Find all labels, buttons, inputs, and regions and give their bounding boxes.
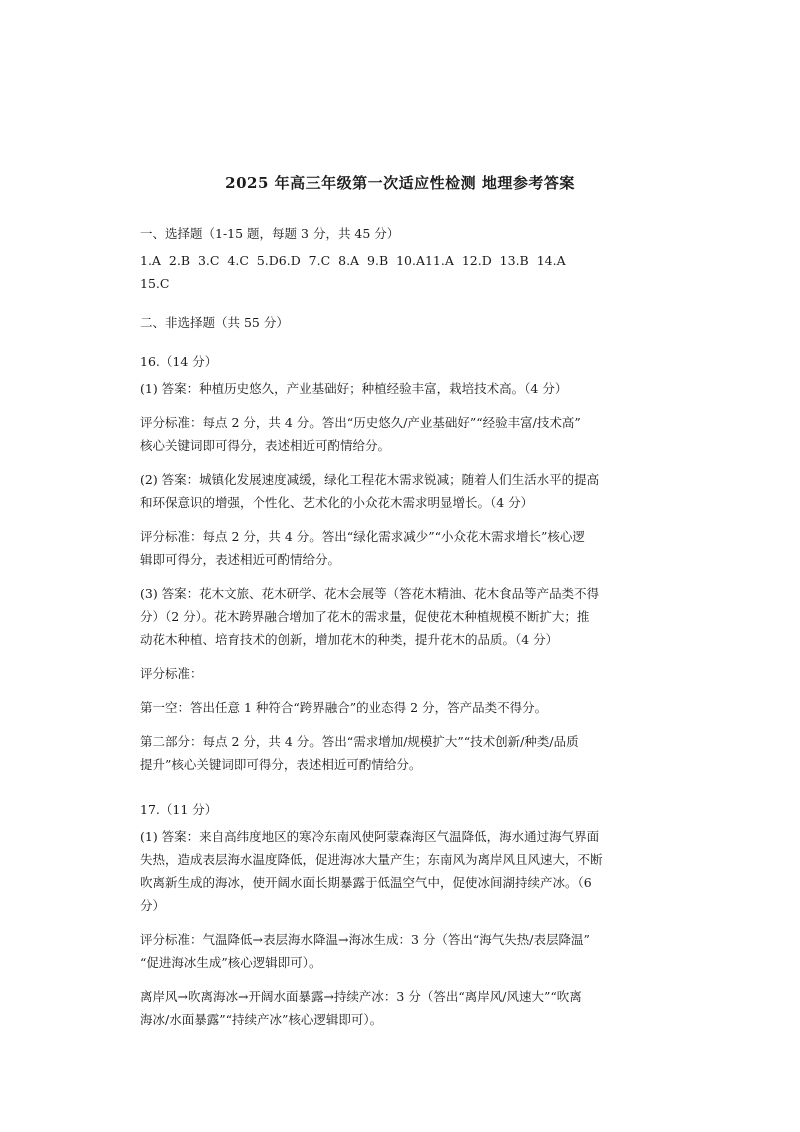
scoring-line: 核心关键词即可得分，表述相近可酌情给分。 [140,438,391,453]
choice-answers-line: 15.C [140,276,170,291]
scoring-line: 评分标准：气温降低→表层海水降温→海冰生成：3 分（答出“海气失热/表层降温” [140,932,590,947]
section-heading-nonchoice: 二、非选择题（共 55 分） [140,315,289,330]
scoring-line: 辑即可得分，表述相近可酌情给分。 [140,552,341,567]
answer-line: 分）（2 分）。花木跨界融合增加了花木的需求量，促使花木种植规模不断扩大；推 [140,609,590,624]
scoring-line: 评分标准：每点 2 分，共 4 分。答出“绿化需求减少”“小众花木需求增长”核心逻 [140,529,585,544]
answer-line: (1) 答案：来自高纬度地区的寒冷东南风使阿蒙森海区气温降低，海水通过海气界面 [140,829,600,844]
answer-line: 吹离新生成的海冰，使开阔水面长期暴露于低温空气中，促使冰间湖持续产冰。（6 [140,875,592,890]
scoring-line: 离岸风→吹离海冰→开阔水面暴露→持续产冰：3 分（答出“离岸风/风速大”“吹离 [140,989,582,1004]
answer-line: (2) 答案：城镇化发展速度减缓，绿化工程花木需求锐减；随着人们生活水平的提高 [140,472,600,487]
answer-line: 动花木种植、培育技术的创新，增加花木的种类，提升花木的品质。（4 分） [140,632,559,647]
scoring-line: “促进海冰生成”核心逻辑即可）。 [140,955,322,970]
scoring-line: 海冰/水面暴露”“持续产冰”核心逻辑即可）。 [140,1012,383,1027]
question-heading-17: 17.（11 分） [140,802,218,817]
section-heading-choice: 一、选择题（1-15 题，每题 3 分，共 45 分） [140,226,400,241]
answer-line: 和环保意识的增强，个性化、艺术化的小众花木需求明显增长。（4 分） [140,495,534,510]
document-content [140,172,660,1031]
scoring-line: 评分标准：每点 2 分，共 4 分。答出“历史悠久/产业基础好”“经验丰富/技术高” [140,415,581,430]
answer-line: (1) 答案：种植历史悠久，产业基础好；种植经验丰富，栽培技术高。（4 分） [140,381,568,396]
answer-line: 失热，造成表层海水温度降低，促进海冰大量产生；东南风为离岸风且风速大，不断 [140,852,603,867]
answer-line: 分） [140,898,166,913]
question-heading-16: 16.（14 分） [140,354,218,369]
answer-line: (3) 答案：花木文旅、花木研学、花木会展等（答花木精油、花木食品等产品类不得 [140,586,600,601]
document-title: 2025 年高三年级第一次适应性检测 地理参考答案 [225,174,575,192]
scoring-line: 评分标准： [140,666,203,681]
scoring-line: 提升”核心关键词即可得分，表述相近可酌情给分。 [140,757,422,772]
choice-answers-line: 1.A 2.B 3.C 4.C 5.D6.D 7.C 8.A 9.B 10.A11.A 12.D 13.B 14.A [140,253,566,268]
scoring-line: 第一空：答出任意 1 种符合“跨界融合”的业态得 2 分，答产品类不得分。 [140,700,548,715]
scoring-line: 第二部分：每点 2 分，共 4 分。答出“需求增加/规模扩大”“技术创新/种类/品质 [140,734,579,749]
